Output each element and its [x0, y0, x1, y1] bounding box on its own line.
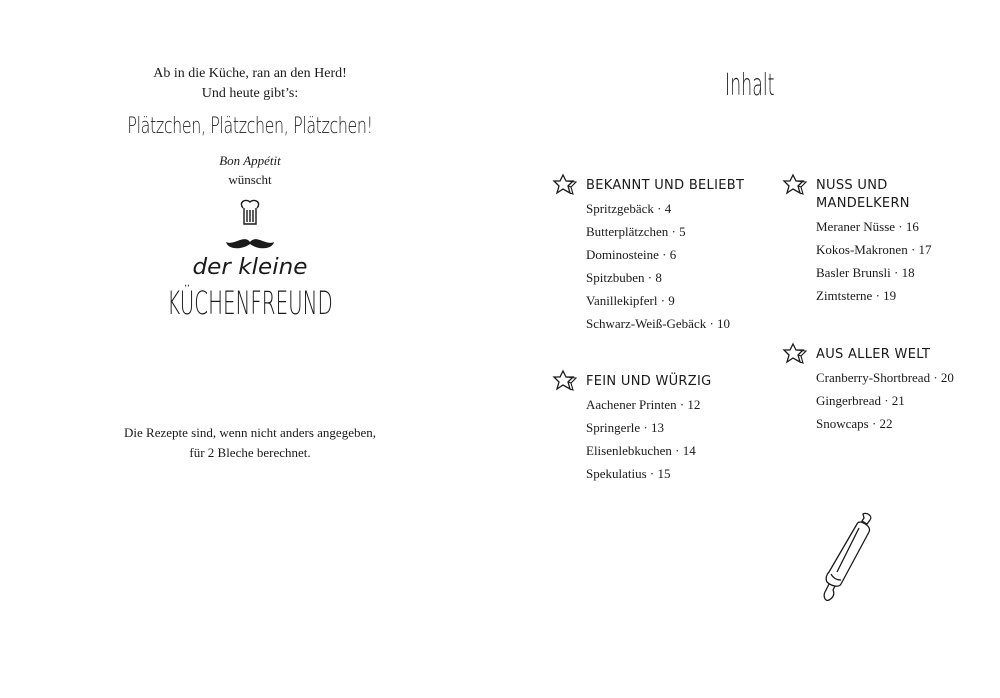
list-item: Dominosteine · 6 [586, 247, 677, 262]
star-cookie-cutter-icon [782, 173, 810, 197]
section-list [816, 215, 932, 307]
list-item: Spekulatius · 15 [586, 466, 671, 481]
list-item: Kokos-Makronen · 17 [816, 242, 932, 257]
list-item: Schwarz-Weiß-Gebäck · 10 [586, 316, 731, 331]
star-cookie-cutter-icon [552, 369, 580, 393]
list-item: Basler Brunsli · 18 [816, 265, 915, 280]
star-cookie-cutter-icon [782, 342, 810, 366]
note-line-2: für 2 Bleche berechnet. [189, 445, 311, 460]
rolling-pin-icon [815, 510, 885, 610]
mustache-icon [226, 239, 274, 248]
section-heading: AUS ALLER WELT [816, 347, 931, 362]
section-list [586, 393, 700, 485]
section-list [586, 197, 730, 335]
intro-line-2: Und heute gibt’s: [201, 86, 299, 101]
logo-line-1: der kleine [192, 254, 308, 280]
toc-title: Inhalt [725, 68, 775, 103]
list-item: Springerle · 13 [586, 420, 664, 435]
intro-text [0, 64, 500, 104]
kuechenfreund-logo [160, 198, 340, 323]
section-heading: FEIN UND WÜRZIG [586, 374, 712, 389]
headline: Plätzchen, Plätzchen, Plätzchen! [127, 114, 373, 139]
list-item: Aachener Printen · 12 [586, 397, 701, 412]
recipe-note [0, 423, 500, 463]
intro-line-1: Ab in die Küche, ran an den Herd! [153, 66, 347, 81]
list-item: Zimtsterne · 19 [816, 288, 897, 303]
wishes-text: wünscht [228, 172, 272, 187]
logo-line-2: KÜCHENFREUND [167, 285, 333, 323]
list-item: Cranberry-Shortbread · 20 [816, 370, 954, 385]
list-item: Vanillekipferl · 9 [586, 293, 675, 308]
section-list [816, 366, 954, 435]
list-item: Spritzgebäck · 4 [586, 201, 672, 216]
bon-appetit: Bon Appétit [219, 153, 281, 168]
note-line-1: Die Rezepte sind, wenn nicht anders angegeben, [124, 425, 376, 440]
right-page [500, 0, 1000, 698]
list-item: Butterplätzchen · 5 [586, 224, 686, 239]
list-item: Snowcaps · 22 [816, 416, 893, 431]
section-heading: NUSS UND MANDELKERN [816, 178, 910, 211]
list-item: Elisenlebkuchen · 14 [586, 443, 696, 458]
section-heading: BEKANNT UND BELIEBT [586, 178, 745, 193]
star-cookie-cutter-icon [552, 173, 580, 197]
list-item: Meraner Nüsse · 16 [816, 219, 919, 234]
list-item: Gingerbread · 21 [816, 393, 905, 408]
chef-hat-icon [241, 200, 258, 224]
list-item: Spitzbuben · 8 [586, 270, 662, 285]
